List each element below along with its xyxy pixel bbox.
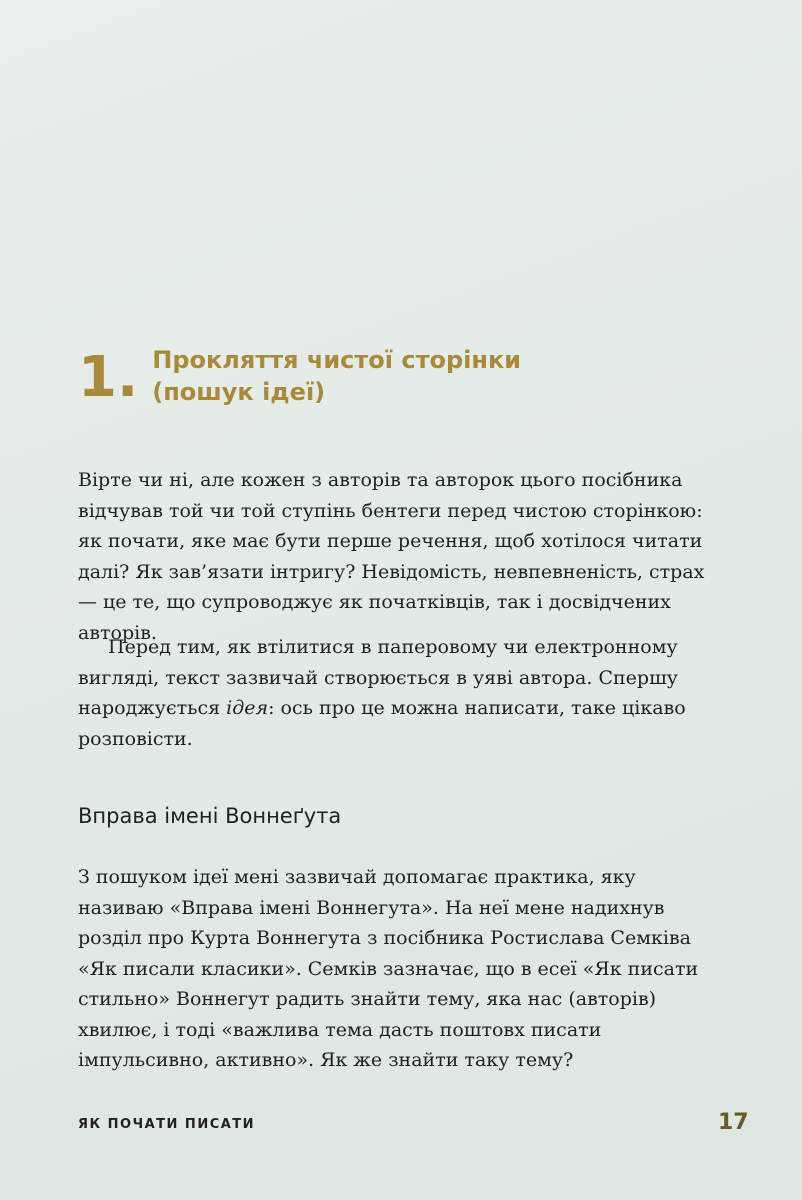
paragraph-2-after: : ось про це можна написати, таке цікаво розповісти. bbox=[78, 697, 686, 750]
paragraph-3-text: З пошуком ідеї мені зазвичай допомагає практика, яку називаю «Вправа імені Воннегута». На неї мене надихнув розділ про Курта Воннегута з посібника Ростислава Семківа «Як писали класики». Семків зазначає, що в есеї «Як писати стильно» Воннегут радить знайти тему, яка нас (авторів) хвилює, і тоді «важлива тема дасть поштовх писати імпульсивно, активно». Як же знайти таку тему? bbox=[78, 866, 699, 1071]
paragraph-3 bbox=[78, 862, 726, 1076]
chapter-title-line-1: Прокляття чистої сторінки bbox=[152, 346, 522, 374]
running-footer-title: ЯК ПОЧАТИ ПИСАТИ bbox=[78, 1117, 256, 1132]
chapter-title bbox=[152, 344, 521, 408]
page-number: 17 bbox=[718, 1110, 749, 1135]
paragraph-2-emphasis: ідея bbox=[226, 697, 269, 719]
paragraph-2 bbox=[78, 632, 726, 754]
paragraph-2-before: Перед тим, як втілитися в паперовому чи електронному вигляді, текст зазвичай створюється в уяві автора. Спершу народжується bbox=[78, 636, 678, 719]
paragraph-1-text: Вірте чи ні, але кожен з авторів та авторок цього посібника відчував той чи той ступінь бентеги перед чистою сторінкою: як почати, яке має бути перше речення, щоб хотілося читати далі? Як зав’язати інтригу? Невідомість, невпевненість, страх — це те, що супроводжує як початківців, так і досвідчених авторів. bbox=[78, 469, 705, 644]
chapter-title-line-2: (пошук ідеї) bbox=[152, 378, 326, 406]
chapter-heading bbox=[78, 344, 521, 408]
paragraph-2-text bbox=[78, 632, 726, 754]
section-subheading: Вправа імені Воннеґута bbox=[78, 804, 342, 828]
paragraph-1 bbox=[78, 465, 726, 648]
chapter-number: 1. bbox=[78, 345, 139, 410]
